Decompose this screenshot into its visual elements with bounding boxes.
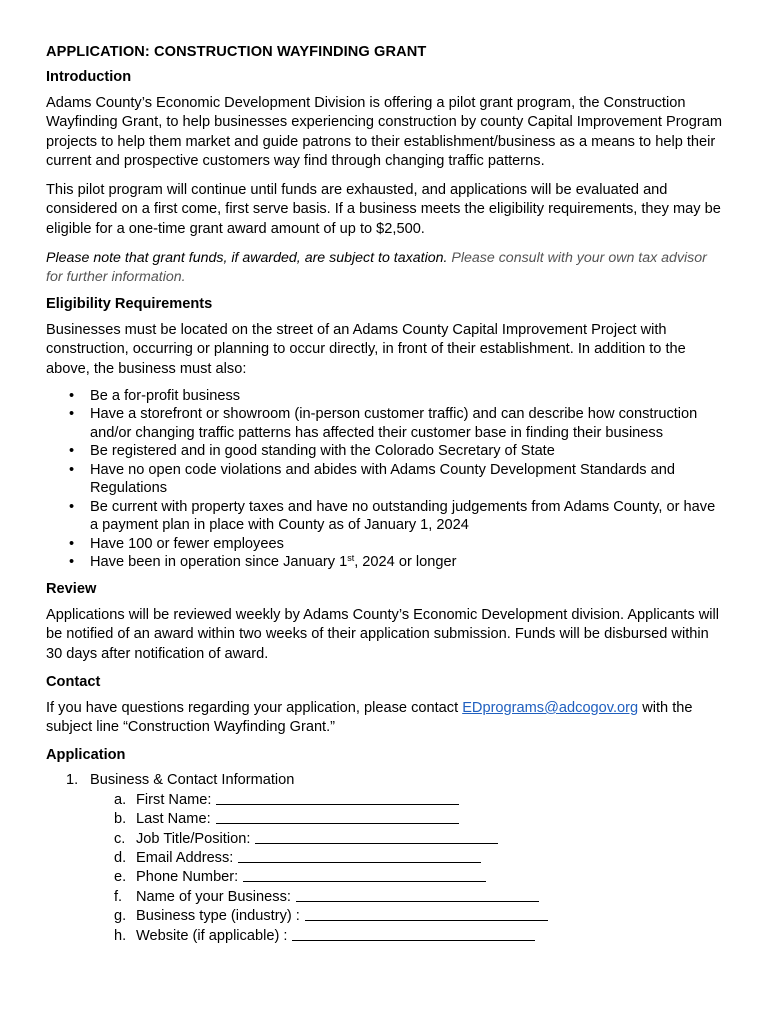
tax-note-main: Please note that grant funds, if awarded, are subject to taxation. bbox=[46, 250, 448, 267]
review-heading: Review bbox=[46, 580, 97, 597]
first-name-field bbox=[114, 791, 724, 810]
intro-paragraph-2: This pilot program will continue until funds are exhausted, and applications will be evaluated and considered on a first come, first serve basis. If a business meets the eligibility requirements, they may be eligible for a one-time grant award amount of up to $2,500. bbox=[46, 182, 721, 237]
business-type-blank[interactable] bbox=[305, 907, 548, 921]
field-letter: a. bbox=[114, 791, 127, 808]
field-letter: d. bbox=[114, 850, 127, 867]
eligibility-item: • Be registered and in good standing with the Colorado Secretary of State bbox=[90, 442, 724, 461]
job-title-blank[interactable] bbox=[255, 830, 498, 844]
field-label: Business type (industry) : bbox=[136, 908, 300, 925]
eligibility-list bbox=[46, 387, 724, 572]
eligibility-item: • Have 100 or fewer employees bbox=[90, 535, 724, 554]
eligibility-item: • Be current with property taxes and have no outstanding judgements from Adams County, or have a payment plan in place with County as of January 1, 2024 bbox=[90, 498, 724, 535]
business-contact-section bbox=[46, 771, 724, 946]
website-field bbox=[114, 927, 724, 946]
field-label: Job Title/Position: bbox=[136, 830, 251, 847]
last-name-blank[interactable] bbox=[216, 810, 459, 824]
business-name-blank[interactable] bbox=[296, 888, 539, 902]
application-heading: Application bbox=[46, 747, 126, 764]
field-letter: f. bbox=[114, 888, 123, 905]
operation-text: Have been in operation since January 1 bbox=[90, 554, 348, 571]
field-label: Website (if applicable) : bbox=[136, 927, 288, 944]
contact-email-link[interactable]: EDprograms@adcogov.org bbox=[462, 699, 639, 716]
job-title-field bbox=[114, 830, 724, 849]
field-label: First Name: bbox=[136, 791, 212, 808]
field-label: Phone Number: bbox=[136, 869, 239, 886]
intro-paragraph-1: Adams County’s Economic Development Division is offering a pilot grant program, the Construction Wayfinding Grant, to help businesses experiencing construction by county Capital Improvement Program projects to help them market and guide patrons to their establishment/business as a means to help their current and prospective customers way find through changing traffic patterns. bbox=[46, 95, 722, 169]
eligibility-item: • Have no open code violations and abides with Adams County Development Standards and Regulations bbox=[90, 461, 724, 498]
tax-note-tail: Please consult with your own tax advisor for further information. bbox=[46, 250, 707, 286]
eligibility-heading: Eligibility Requirements bbox=[46, 296, 213, 313]
intro-heading: Introduction bbox=[46, 69, 132, 85]
document-title: APPLICATION: CONSTRUCTION WAYFINDING GRANT bbox=[46, 44, 427, 60]
eligibility-item: • Be a for-profit business bbox=[90, 387, 724, 406]
contact-paragraph bbox=[46, 699, 724, 738]
field-letter: h. bbox=[114, 927, 127, 944]
phone-number-blank[interactable] bbox=[243, 868, 486, 882]
section-number: 1. bbox=[66, 772, 79, 789]
email-address-blank[interactable] bbox=[238, 849, 481, 863]
field-letter: c. bbox=[114, 830, 126, 847]
field-letter: e. bbox=[114, 869, 127, 886]
last-name-field bbox=[114, 810, 724, 829]
review-paragraph: Applications will be reviewed weekly by Adams County’s Economic Development division. Applicants will be notified of an award within two weeks of their application submission. Funds will be disbursed within 30 days after notification of award. bbox=[46, 606, 719, 662]
contact-fields bbox=[90, 791, 724, 946]
eligibility-item bbox=[90, 553, 724, 572]
field-letter: g. bbox=[114, 908, 127, 925]
tax-note bbox=[46, 249, 724, 287]
contact-text-end: with the subject line “Construction Wayfinding Grant.” bbox=[46, 699, 693, 736]
website-blank[interactable] bbox=[292, 927, 535, 941]
application-sections bbox=[46, 771, 724, 946]
first-name-blank[interactable] bbox=[216, 791, 459, 805]
business-name-field bbox=[114, 888, 724, 907]
contact-text: If you have questions regarding your application, please contact bbox=[46, 699, 463, 716]
field-letter: b. bbox=[114, 811, 127, 828]
eligibility-lead: Businesses must be located on the street of an Adams County Capital Improvement Project with construction, occurring or planning to occur directly, in front of their establishment. In addition to the above, the business must also: bbox=[46, 322, 686, 377]
field-label: Email Address: bbox=[136, 850, 234, 867]
eligibility-item: • Have a storefront or showroom (in-person customer traffic) and can describe how construction and/or changing traffic patterns has affected their customer base in finding their business bbox=[90, 405, 724, 442]
section-title: Business & Contact Information bbox=[90, 772, 295, 789]
ordinal-suffix: st bbox=[347, 553, 355, 564]
email-address-field bbox=[114, 849, 724, 868]
field-label: Last Name: bbox=[136, 811, 211, 828]
business-type-field bbox=[114, 907, 724, 926]
contact-heading: Contact bbox=[46, 673, 101, 690]
phone-number-field bbox=[114, 868, 724, 887]
field-label: Name of your Business: bbox=[136, 888, 291, 905]
operation-text-end: , 2024 or longer bbox=[354, 554, 457, 571]
